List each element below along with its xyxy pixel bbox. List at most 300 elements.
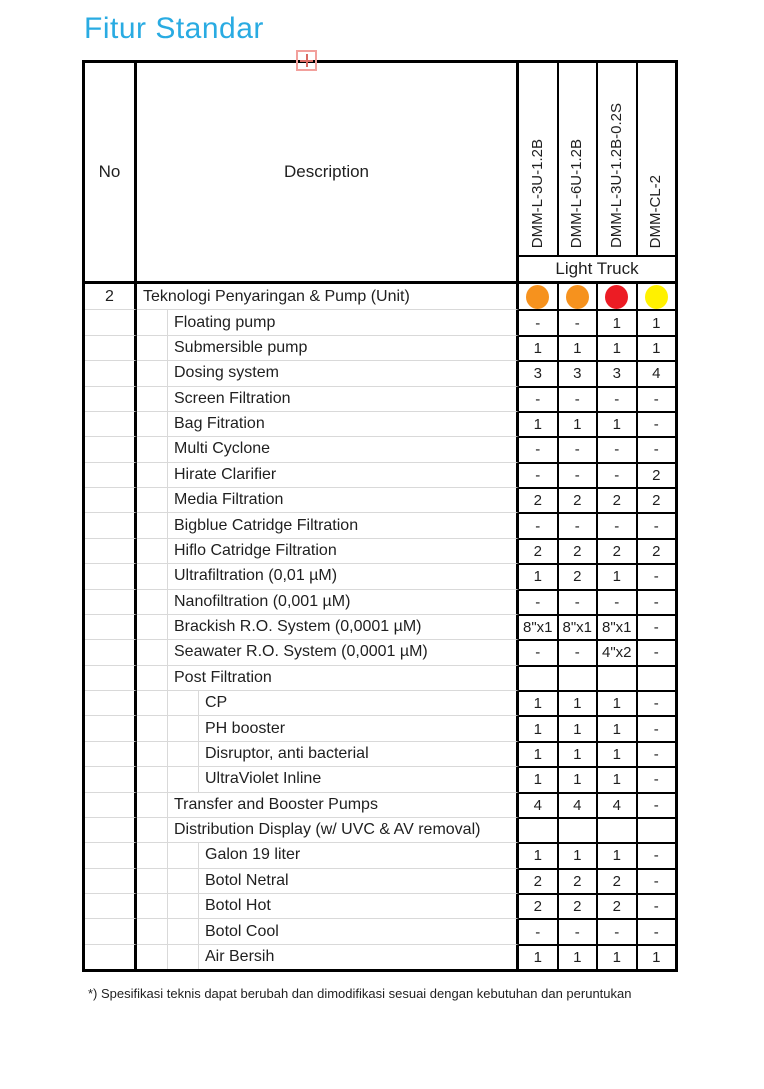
row-values xyxy=(519,512,675,537)
row-values xyxy=(519,487,675,512)
row-description-cell xyxy=(137,614,519,639)
value-cell: - xyxy=(557,386,597,411)
row-values xyxy=(519,817,675,842)
row-description-cell xyxy=(137,411,519,436)
product-column-label: DMM-L-6U-1.2B xyxy=(568,138,585,248)
product-column-label: DMM-CL-2 xyxy=(647,174,664,248)
table-row xyxy=(85,868,675,893)
value-cell: 3 xyxy=(519,360,557,385)
value-cell: 2 xyxy=(519,893,557,918)
row-label: Nanofiltration (0,001 µM) xyxy=(174,592,351,610)
value-cell: - xyxy=(519,512,557,537)
status-dot-icon xyxy=(566,285,589,309)
value-cell: - xyxy=(596,918,636,943)
row-number-cell xyxy=(85,817,137,842)
value-cell: 1 xyxy=(519,335,557,360)
value-cell: - xyxy=(557,639,597,664)
value-cell: 1 xyxy=(636,335,676,360)
indent-spacer xyxy=(137,615,168,639)
row-number-cell xyxy=(85,842,137,867)
table-row xyxy=(85,512,675,537)
table-row xyxy=(85,639,675,664)
value-cell: 2 xyxy=(557,868,597,893)
row-description-cell xyxy=(137,487,519,512)
table-row xyxy=(85,893,675,918)
value-cell: 1 xyxy=(519,944,557,969)
row-values xyxy=(519,918,675,943)
row-number-cell xyxy=(85,868,137,893)
value-cell: 1 xyxy=(557,766,597,791)
indent-spacer xyxy=(137,691,168,715)
row-label: Distribution Display (w/ UVC & AV removal) xyxy=(174,821,481,839)
indent-spacer xyxy=(137,564,168,588)
row-number-cell xyxy=(85,538,137,563)
row-number-cell xyxy=(85,944,137,969)
row-label: Botol Hot xyxy=(205,897,271,915)
indent-spacer xyxy=(137,387,168,411)
value-cell: - xyxy=(596,386,636,411)
indent-spacer xyxy=(137,463,168,487)
value-cell: - xyxy=(519,462,557,487)
indent-spacer xyxy=(168,945,199,969)
indent-spacer xyxy=(137,539,168,563)
value-cell: 1 xyxy=(519,741,557,766)
table-header xyxy=(85,63,675,284)
row-description-cell xyxy=(137,639,519,664)
row-label: Transfer and Booster Pumps xyxy=(174,795,378,813)
value-cell: 1 xyxy=(557,741,597,766)
table-row xyxy=(85,487,675,512)
value-cell xyxy=(596,284,636,309)
value-cell: 1 xyxy=(557,944,597,969)
value-cell: - xyxy=(636,893,676,918)
value-cell: - xyxy=(596,462,636,487)
indent-spacer xyxy=(137,869,168,893)
row-label: Floating pump xyxy=(174,313,276,331)
value-cell: 1 xyxy=(596,335,636,360)
row-values xyxy=(519,563,675,588)
table-row xyxy=(85,944,675,969)
row-description-cell xyxy=(137,944,519,969)
row-description-cell xyxy=(137,690,519,715)
indent-spacer xyxy=(137,513,168,537)
value-cell: 3 xyxy=(596,360,636,385)
product-column-header-2 xyxy=(557,63,597,255)
row-label: Hiflo Catridge Filtration xyxy=(174,541,337,559)
column-header-description: Description xyxy=(137,63,519,281)
indent-spacer xyxy=(168,843,199,867)
value-cell xyxy=(557,817,597,842)
value-cell: 2 xyxy=(636,487,676,512)
value-cell: 2 xyxy=(557,487,597,512)
value-cell: 8"x1 xyxy=(596,614,636,639)
product-column-header-4 xyxy=(636,63,676,255)
table-row xyxy=(85,766,675,791)
row-description-cell xyxy=(137,741,519,766)
value-cell: - xyxy=(636,741,676,766)
value-cell: 1 xyxy=(596,944,636,969)
row-number-cell xyxy=(85,614,137,639)
row-label: Galon 19 liter xyxy=(205,846,301,864)
product-column-header-1 xyxy=(519,63,557,255)
indent-spacer xyxy=(137,590,168,614)
value-cell: 1 xyxy=(519,715,557,740)
row-label: Bag Fitration xyxy=(174,415,265,433)
row-number-cell xyxy=(85,360,137,385)
value-cell: - xyxy=(596,436,636,461)
table-row xyxy=(85,817,675,842)
row-description-cell xyxy=(137,918,519,943)
table-row xyxy=(85,411,675,436)
row-number-cell xyxy=(85,715,137,740)
value-cell: 1 xyxy=(519,766,557,791)
value-cell: - xyxy=(636,512,676,537)
row-label: PH booster xyxy=(205,719,286,737)
row-label: Media Filtration xyxy=(174,491,284,509)
row-number-cell xyxy=(85,792,137,817)
row-label: Dosing system xyxy=(174,364,279,382)
row-description-cell xyxy=(137,715,519,740)
indent-spacer xyxy=(137,640,168,664)
row-values xyxy=(519,665,675,690)
value-cell: 2 xyxy=(557,893,597,918)
row-label: Multi Cyclone xyxy=(174,440,271,458)
value-cell: 1 xyxy=(636,944,676,969)
value-cell: - xyxy=(557,918,597,943)
row-label: Seawater R.O. System (0,0001 µM) xyxy=(174,643,428,661)
value-cell: - xyxy=(519,639,557,664)
value-cell: - xyxy=(636,715,676,740)
table-row xyxy=(85,614,675,639)
row-number-cell xyxy=(85,462,137,487)
value-cell xyxy=(636,665,676,690)
row-description-cell xyxy=(137,284,519,309)
value-cell: - xyxy=(557,436,597,461)
value-cell: - xyxy=(519,589,557,614)
row-values xyxy=(519,741,675,766)
row-values xyxy=(519,690,675,715)
value-cell: 4 xyxy=(596,792,636,817)
table-row xyxy=(85,335,675,360)
value-cell: - xyxy=(636,918,676,943)
row-values xyxy=(519,309,675,334)
row-number-cell xyxy=(85,766,137,791)
value-cell: - xyxy=(636,563,676,588)
row-label: UltraViolet Inline xyxy=(205,770,322,788)
row-number-cell xyxy=(85,487,137,512)
indent-spacer xyxy=(137,412,168,436)
value-cell xyxy=(596,817,636,842)
row-values xyxy=(519,386,675,411)
row-values xyxy=(519,868,675,893)
row-values xyxy=(519,614,675,639)
row-number-cell xyxy=(85,741,137,766)
table-row xyxy=(85,589,675,614)
value-cell: 3 xyxy=(557,360,597,385)
indent-spacer xyxy=(137,336,168,360)
row-values xyxy=(519,842,675,867)
value-cell xyxy=(519,817,557,842)
row-label: Botol Cool xyxy=(205,922,279,940)
value-cell: 4 xyxy=(636,360,676,385)
row-label: Bigblue Catridge Filtration xyxy=(174,516,359,534)
row-values xyxy=(519,766,675,791)
table-row xyxy=(85,842,675,867)
row-description-cell xyxy=(137,792,519,817)
value-cell: 1 xyxy=(596,842,636,867)
table-row xyxy=(85,309,675,334)
product-columns-header xyxy=(519,63,675,281)
value-cell: - xyxy=(519,386,557,411)
row-values xyxy=(519,792,675,817)
row-description-cell xyxy=(137,462,519,487)
product-column-label: DMM-L-3U-1.2B xyxy=(528,138,546,248)
value-cell: - xyxy=(636,766,676,791)
row-label: Teknologi Penyaringan & Pump (Unit) xyxy=(143,287,410,305)
row-description-cell xyxy=(137,386,519,411)
row-number-cell xyxy=(85,589,137,614)
row-values xyxy=(519,715,675,740)
indent-spacer xyxy=(137,666,168,690)
indent-spacer xyxy=(137,437,168,461)
value-cell: 2 xyxy=(596,868,636,893)
value-cell: 1 xyxy=(596,766,636,791)
value-cell: 2 xyxy=(557,563,597,588)
row-label: Hirate Clarifier xyxy=(174,465,277,483)
indent-spacer xyxy=(168,894,199,918)
row-values xyxy=(519,462,675,487)
features-table xyxy=(82,60,678,972)
status-dot-icon xyxy=(526,285,549,309)
value-cell: 1 xyxy=(557,715,597,740)
indent-spacer xyxy=(168,691,199,715)
row-number-cell xyxy=(85,690,137,715)
value-cell: - xyxy=(596,589,636,614)
row-values xyxy=(519,436,675,461)
table-row xyxy=(85,386,675,411)
row-description-cell xyxy=(137,893,519,918)
indent-spacer xyxy=(137,488,168,512)
value-cell: 2 xyxy=(636,538,676,563)
value-cell: 1 xyxy=(519,690,557,715)
value-cell: - xyxy=(636,589,676,614)
indent-spacer xyxy=(137,843,168,867)
row-number-cell xyxy=(85,665,137,690)
row-description-cell xyxy=(137,309,519,334)
row-description-cell xyxy=(137,335,519,360)
row-description-cell xyxy=(137,842,519,867)
row-description-cell xyxy=(137,868,519,893)
value-cell: - xyxy=(636,868,676,893)
row-label: CP xyxy=(205,694,228,712)
row-values xyxy=(519,589,675,614)
value-cell: 2 xyxy=(596,487,636,512)
row-number-cell xyxy=(85,436,137,461)
row-number-cell: 2 xyxy=(85,284,137,309)
value-cell: - xyxy=(557,589,597,614)
value-cell: 1 xyxy=(596,309,636,334)
row-label: Submersible pump xyxy=(174,338,308,356)
value-cell: - xyxy=(636,386,676,411)
row-label: Brackish R.O. System (0,0001 µM) xyxy=(174,618,422,636)
row-description-cell xyxy=(137,817,519,842)
table-row xyxy=(85,715,675,740)
table-row xyxy=(85,436,675,461)
value-cell: 1 xyxy=(596,741,636,766)
indent-spacer xyxy=(137,767,168,791)
value-cell xyxy=(596,665,636,690)
value-cell: 1 xyxy=(557,335,597,360)
row-number-cell xyxy=(85,512,137,537)
indent-spacer xyxy=(137,742,168,766)
value-cell: 8"x1 xyxy=(557,614,597,639)
indent-spacer xyxy=(137,919,168,943)
row-label: Post Filtration xyxy=(174,668,272,686)
indent-spacer xyxy=(168,716,199,740)
indent-spacer xyxy=(168,869,199,893)
value-cell: - xyxy=(519,309,557,334)
table-row xyxy=(85,360,675,385)
row-values xyxy=(519,335,675,360)
row-description-cell xyxy=(137,766,519,791)
value-cell: 1 xyxy=(596,690,636,715)
indent-spacer xyxy=(168,767,199,791)
value-cell: - xyxy=(557,309,597,334)
value-cell: 1 xyxy=(636,309,676,334)
value-cell xyxy=(519,284,557,309)
row-values xyxy=(519,538,675,563)
row-label: Disruptor, anti bacterial xyxy=(205,744,369,762)
value-cell: 4 xyxy=(557,792,597,817)
table-row xyxy=(85,741,675,766)
product-column-header-3 xyxy=(596,63,636,255)
value-cell: - xyxy=(636,411,676,436)
indent-spacer xyxy=(137,818,168,842)
table-row xyxy=(85,665,675,690)
row-number-cell xyxy=(85,335,137,360)
row-description-cell xyxy=(137,665,519,690)
footnote: *) Spesifikasi teknis dapat berubah dan dimodifikasi sesuai dengan kebutuhan dan peruntukan xyxy=(88,986,632,1001)
value-cell: - xyxy=(557,462,597,487)
row-number-cell xyxy=(85,411,137,436)
value-cell: - xyxy=(519,918,557,943)
value-cell: 1 xyxy=(519,842,557,867)
value-cell: 1 xyxy=(519,563,557,588)
value-cell xyxy=(557,665,597,690)
value-cell xyxy=(519,665,557,690)
row-number-cell xyxy=(85,893,137,918)
row-values xyxy=(519,893,675,918)
crosshair-annotation-icon xyxy=(296,50,317,71)
value-cell: - xyxy=(557,512,597,537)
product-name-row xyxy=(519,63,675,257)
row-number-cell xyxy=(85,918,137,943)
indent-spacer xyxy=(168,919,199,943)
value-cell: - xyxy=(636,639,676,664)
value-cell: 1 xyxy=(557,411,597,436)
table-row xyxy=(85,284,675,309)
value-cell: - xyxy=(596,512,636,537)
row-number-cell xyxy=(85,563,137,588)
row-number-cell xyxy=(85,386,137,411)
row-description-cell xyxy=(137,538,519,563)
indent-spacer xyxy=(168,742,199,766)
table-body xyxy=(85,284,675,969)
row-label: Botol Netral xyxy=(205,871,289,889)
value-cell xyxy=(636,284,676,309)
value-cell xyxy=(557,284,597,309)
value-cell: 2 xyxy=(557,538,597,563)
row-values xyxy=(519,944,675,969)
value-cell: 1 xyxy=(596,563,636,588)
value-cell: 4 xyxy=(519,792,557,817)
value-cell: 1 xyxy=(557,842,597,867)
indent-spacer xyxy=(137,793,168,817)
row-number-cell xyxy=(85,309,137,334)
row-number-cell xyxy=(85,639,137,664)
table-row xyxy=(85,538,675,563)
status-dot-icon xyxy=(605,285,628,309)
product-column-label: DMM-L-3U-1.2B-0.2S xyxy=(607,102,625,248)
value-cell: 2 xyxy=(519,868,557,893)
value-cell: 1 xyxy=(557,690,597,715)
indent-spacer xyxy=(137,716,168,740)
value-cell xyxy=(636,817,676,842)
value-cell: 8"x1 xyxy=(519,614,557,639)
row-description-cell xyxy=(137,360,519,385)
indent-spacer xyxy=(137,894,168,918)
value-cell: - xyxy=(636,842,676,867)
value-cell: 1 xyxy=(519,411,557,436)
value-cell: - xyxy=(636,792,676,817)
table-row xyxy=(85,690,675,715)
indent-spacer xyxy=(137,361,168,385)
row-values xyxy=(519,411,675,436)
value-cell: - xyxy=(636,614,676,639)
row-description-cell xyxy=(137,563,519,588)
page-title: Fitur Standar xyxy=(84,12,264,45)
value-cell: - xyxy=(636,436,676,461)
row-values xyxy=(519,360,675,385)
value-cell: 2 xyxy=(596,893,636,918)
row-description-cell xyxy=(137,512,519,537)
row-label: Air Bersih xyxy=(205,947,275,965)
value-cell: 2 xyxy=(596,538,636,563)
value-cell: 4"x2 xyxy=(596,639,636,664)
value-cell: - xyxy=(636,690,676,715)
indent-spacer xyxy=(137,945,168,969)
column-group-light-truck: Light Truck xyxy=(555,259,639,278)
row-values xyxy=(519,639,675,664)
row-values xyxy=(519,284,675,309)
row-label: Screen Filtration xyxy=(174,389,291,407)
value-cell: 2 xyxy=(519,487,557,512)
value-cell: - xyxy=(519,436,557,461)
table-row xyxy=(85,918,675,943)
row-description-cell xyxy=(137,436,519,461)
column-header-no: No xyxy=(85,63,137,281)
value-cell: 2 xyxy=(519,538,557,563)
indent-spacer xyxy=(137,310,168,334)
table-row xyxy=(85,462,675,487)
table-row xyxy=(85,563,675,588)
row-description-cell xyxy=(137,589,519,614)
row-label: Ultrafiltration (0,01 µM) xyxy=(174,567,338,585)
value-cell: 1 xyxy=(596,715,636,740)
value-cell: 2 xyxy=(636,462,676,487)
table-row xyxy=(85,792,675,817)
status-dot-icon xyxy=(645,285,668,309)
